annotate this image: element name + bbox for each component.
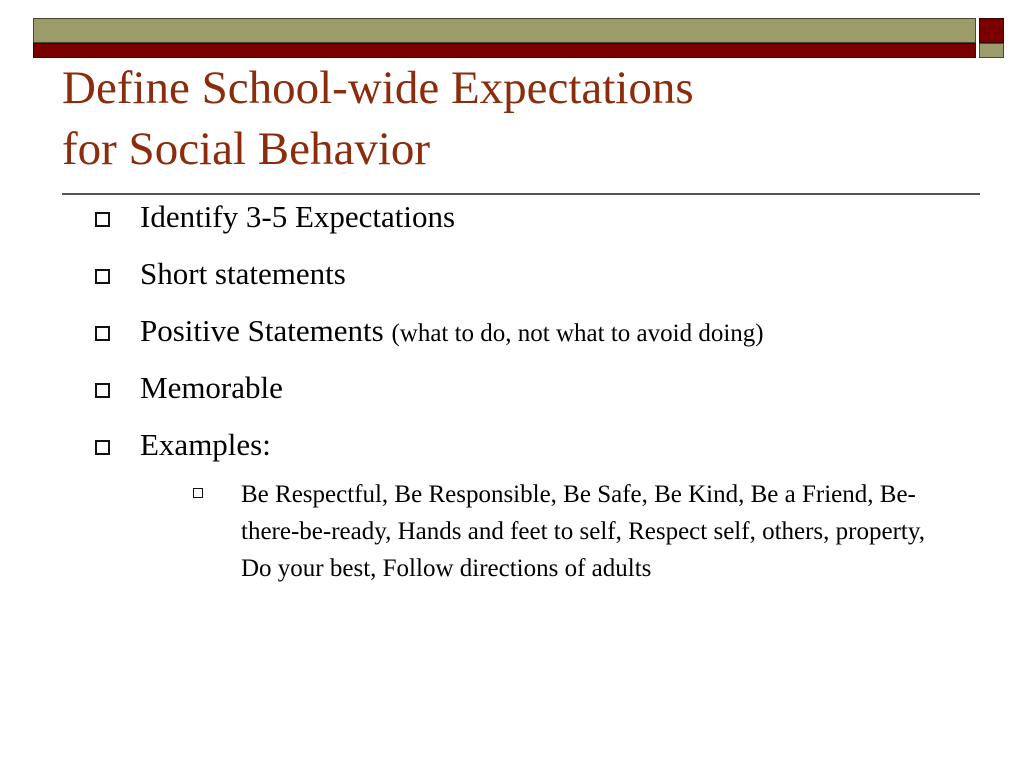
header-band-olive: [33, 18, 976, 43]
hollow-square-bullet-icon: [95, 326, 110, 341]
slide-title-line-2: for Social Behavior: [62, 123, 431, 175]
hollow-square-bullet-icon: [95, 440, 110, 455]
sub-bullet-item: [241, 476, 961, 587]
bullet-text: Positive Statements: [140, 313, 384, 348]
sub-bullet-list: [140, 476, 961, 587]
bullet-item: [85, 198, 985, 236]
corner-square-maroon: [979, 18, 1004, 43]
bullet-text: Memorable: [140, 370, 283, 405]
sub-bullet-text: Be Respectful, Be Responsible, Be Safe, Be Kind, Be a Friend, Be-there-be-ready, Hands and feet to self, Respect self, others, property, Do your best, Follow directions of adults: [241, 481, 925, 582]
hollow-square-bullet-icon: [95, 212, 110, 227]
bullet-item: [85, 255, 985, 293]
corner-square-olive: [979, 43, 1004, 58]
bullet-text: Identify 3-5 Expectations: [140, 199, 456, 234]
header-band-maroon: [33, 43, 976, 58]
bullet-item: [85, 312, 985, 353]
bullet-text: Examples:: [140, 427, 271, 462]
bullet-note: (what to do, not what to avoid doing): [391, 320, 764, 347]
bullet-text: Short statements: [140, 256, 346, 291]
bullet-list: [85, 198, 985, 587]
bullet-item: [85, 426, 985, 587]
slide-title: [62, 58, 962, 180]
title-divider: [62, 193, 980, 195]
bullet-item: [85, 369, 985, 407]
slide-title-line-1: Define School-wide Expectations: [62, 62, 694, 114]
hollow-square-bullet-icon: [95, 269, 110, 284]
hollow-square-bullet-icon: [193, 488, 203, 498]
slide-body: [85, 198, 985, 606]
hollow-square-bullet-icon: [95, 383, 110, 398]
